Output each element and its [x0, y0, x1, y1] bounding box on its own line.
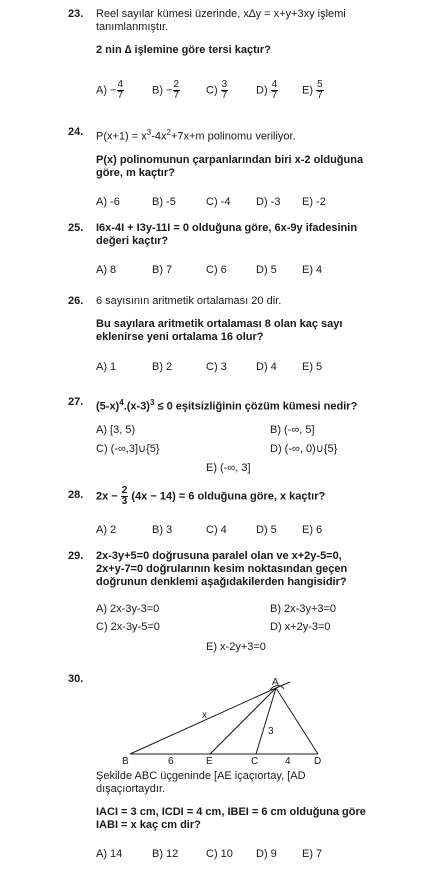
option-c[interactable]: C) 3 — [206, 361, 227, 373]
question-prompt: 2 nin ∆ işlemine göre tersi kaçtır? — [96, 44, 271, 56]
question-text: I6x-4I + I3y-11I = 0 olduğuna göre, 6x-9y ifadesinin değeri kaçtır? — [96, 222, 358, 247]
option-c[interactable]: C) 2x-3y-5=0 — [96, 621, 160, 633]
option-a[interactable]: A) -6 — [96, 196, 120, 208]
option-b[interactable]: B) 7 — [152, 264, 173, 276]
option-e[interactable]: E) 5 — [302, 361, 323, 373]
triangle-figure — [120, 676, 330, 768]
option-a[interactable]: A) 1 — [96, 361, 117, 373]
option-e[interactable]: E) $\frac{5}{7}$ — [302, 79, 323, 101]
question-prompt: 2x − $\frac{2}{3}$ (4x − 14) = 6 olduğuna göre, x kaçtır? — [96, 485, 326, 507]
option-d[interactable]: D) 4 — [256, 361, 277, 373]
option-c[interactable]: C) 10 — [206, 848, 233, 860]
option-c[interactable]: C) -4 — [206, 196, 231, 208]
option-d[interactable]: D) (-∞, 0)∪{5} — [270, 443, 338, 455]
segment-ad — [276, 688, 318, 754]
option-d[interactable]: D) x+2y-3=0 — [270, 621, 331, 633]
label-b: B — [122, 756, 129, 767]
question-prompt: $(5-x)^4.(x-3)^3 \le 0$ eşitsizliğinin çözüm kümesi nedir? — [96, 398, 358, 413]
option-b[interactable]: B) -5 — [152, 196, 176, 208]
option-d[interactable]: D) 5 — [256, 524, 277, 536]
label-three: 3 — [268, 726, 274, 737]
option-a[interactable]: A) [3, 5) — [96, 424, 136, 436]
label-x: x — [202, 710, 207, 721]
label-six: 6 — [168, 756, 174, 767]
option-e[interactable]: E) x-2y+3=0 — [206, 641, 266, 653]
option-e[interactable]: E) 7 — [302, 848, 323, 860]
question-number: 29. — [68, 550, 84, 562]
label-d: D — [314, 756, 322, 767]
option-b[interactable]: B) 2x-3y+3=0 — [270, 603, 337, 615]
question-number: 23. — [68, 8, 84, 20]
option-a[interactable]: A) 2 — [96, 524, 117, 536]
option-e[interactable]: E) -2 — [302, 196, 326, 208]
option-c[interactable]: C) 6 — [206, 264, 227, 276]
segment-ab — [130, 688, 276, 754]
label-e: E — [206, 756, 213, 767]
option-d[interactable]: D) 5 — [256, 264, 277, 276]
option-a[interactable]: A) − $\frac{4}{7}$ — [96, 79, 124, 101]
option-c[interactable]: C) $\frac{3}{7}$ — [206, 79, 228, 101]
option-d[interactable]: D) $\frac{4}{7}$ — [256, 79, 278, 101]
question-number: 24. — [68, 126, 84, 138]
question-number: 30. — [68, 673, 84, 685]
label-four: 4 — [285, 756, 291, 767]
option-b[interactable]: B) 12 — [152, 848, 179, 860]
option-a[interactable]: A) 8 — [96, 264, 117, 276]
question-number: 28. — [68, 489, 84, 501]
question-number: 27. — [68, 396, 84, 408]
question-number: 26. — [68, 295, 84, 307]
option-d[interactable]: D) 9 — [256, 848, 277, 860]
option-b[interactable]: B) (-∞, 5] — [270, 424, 315, 436]
question-text: 6 sayısının aritmetik ortalaması 20 dir. Bu sayılara aritmetik ortalaması 8 olan kaç sayı eklenirse yeni ortalama 16 olur? — [96, 295, 343, 343]
question-text: Şekilde ABC üçgeninde [AE içaçıortay, [AD dışaçıortaydır. IACI = 3 cm, ICDI = 4 cm, IBEI = 6 cm olduğuna göre IABI = x kaç cm dir? — [96, 770, 366, 831]
option-e[interactable]: E) (-∞, 3] — [206, 462, 251, 474]
question-number: 25. — [68, 222, 84, 234]
question-text: Reel sayılar kümesi üzerinde, x∆y = x+y+3xy işlemi tanımlanmıştır. 2 nin ∆ işlemine göre tersi kaçtır? — [96, 8, 416, 57]
option-b[interactable]: B) − $\frac{2}{7}$ — [152, 79, 180, 101]
question-text: 2x-3y+5=0 doğrusuna paralel olan ve x+2y-5=0, 2x+y-7=0 doğrularının kesim noktasından geçen doğrunun denklemi aşağıdakilerden hangisidir? — [96, 550, 348, 588]
option-b[interactable]: B) 2 — [152, 361, 173, 373]
question-text: $P(x+1) = x^3-4x^2+7x+m$ polinomu veriliyor. P(x) polinomunun çarpanlarından biri x-2 olduğuna göre, m kaçtır? — [96, 126, 416, 180]
option-a[interactable]: A) 2x-3y-3=0 — [96, 603, 160, 615]
option-e[interactable]: E) 6 — [302, 524, 323, 536]
option-c[interactable]: C) (-∞,3]∪{5} — [96, 443, 160, 455]
option-d[interactable]: D) -3 — [256, 196, 281, 208]
label-c: C — [251, 756, 259, 767]
question-statement: $P(x+1) = x^3-4x^2+7x+m$ polinomu veriliyor. — [96, 128, 296, 143]
option-a[interactable]: A) 14 — [96, 848, 123, 860]
option-e[interactable]: E) 4 — [302, 264, 323, 276]
option-c[interactable]: C) 4 — [206, 524, 227, 536]
option-b[interactable]: B) 3 — [152, 524, 173, 536]
label-a: A — [272, 677, 279, 688]
